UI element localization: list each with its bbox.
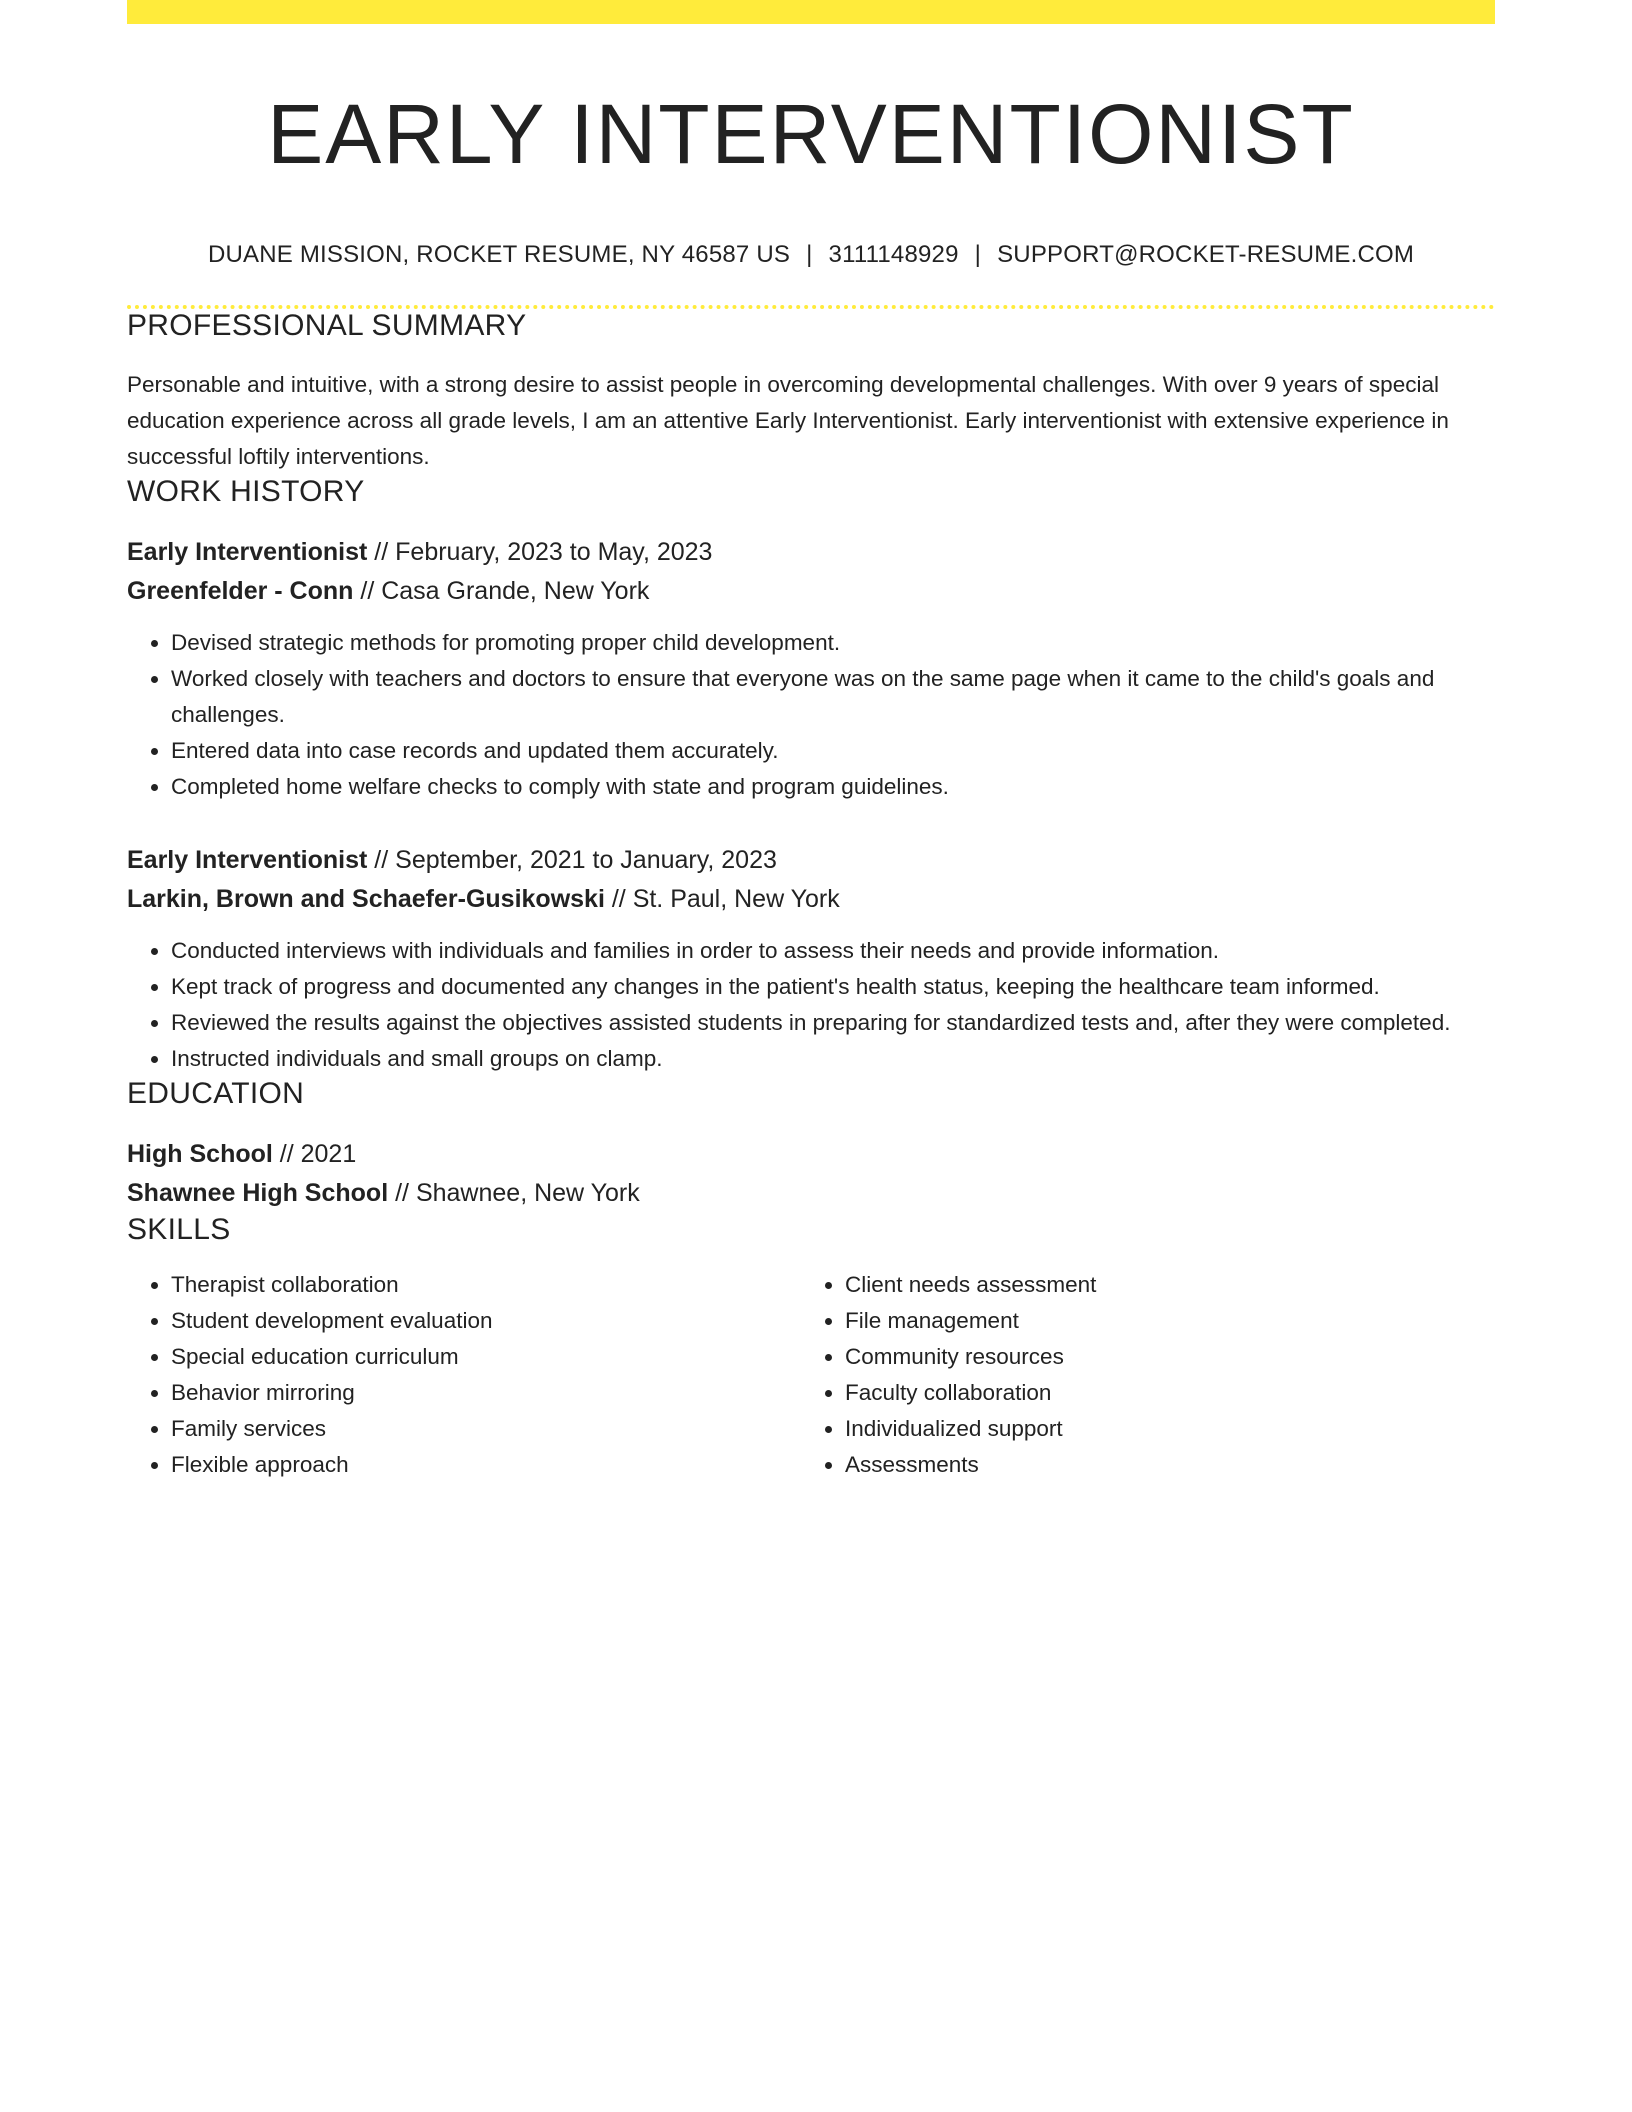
job-location: // St. Paul, New York [604, 884, 840, 913]
list-item: • Worked closely with teachers and doctors to ensure that everyone was on the same page when it came to the child's goals and challenges. [171, 661, 1495, 733]
education-school: Shawnee High School [127, 1178, 389, 1207]
list-item: • Therapist collaboration [171, 1267, 801, 1303]
summary-text: Personable and intuitive, with a strong desire to assist people in overcoming developmental challenges. With over 9 years of special education experience across all grade levels, I am an attentive Early Interventionist. Early interventionist with extensive experience in successful loftily interventions. [127, 371, 1449, 469]
contact-line [127, 241, 1495, 269]
list-item: • Instructed individuals and small groups on clamp. [171, 1041, 1495, 1077]
contact-address: DUANE MISSION, ROCKET RESUME, NY 46587 US [207, 240, 791, 268]
education-degree-line [127, 1135, 1495, 1174]
skills-list-left [127, 1267, 801, 1483]
list-item: • Flexible approach [171, 1447, 801, 1483]
job-title: Early Interventionist [127, 537, 368, 566]
accent-bar [127, 0, 1495, 24]
list-item: • Assessments [845, 1447, 1475, 1483]
job-bullets [127, 933, 1495, 1077]
list-item: • Client needs assessment [845, 1267, 1475, 1303]
list-item: • Completed home welfare checks to comply with state and program guidelines. [171, 769, 1495, 805]
contact-separator: | [806, 240, 813, 268]
list-item: • Family services [171, 1411, 801, 1447]
list-item: • Faculty collaboration [845, 1375, 1475, 1411]
list-item: • Special education curriculum [171, 1339, 801, 1375]
job-employer-line [127, 572, 1495, 611]
job-employer: Larkin, Brown and Schaefer-Gusikowski [127, 884, 605, 913]
list-item: • Devised strategic methods for promoting proper child development. [171, 625, 1495, 661]
job-bullets [127, 625, 1495, 805]
job-dates: // February, 2023 to May, 2023 [367, 537, 713, 566]
job-entry [127, 841, 1495, 1077]
education-location: // Shawnee, New York [388, 1178, 640, 1207]
job-entry [127, 533, 1495, 805]
contact-phone: 3111148929 [828, 240, 959, 268]
list-item: • Reviewed the results against the objectives assisted students in preparing for standardized tests and, after they were completed. [171, 1005, 1495, 1041]
work-history-heading: WORK HISTORY [127, 474, 365, 508]
skills-columns [127, 1267, 1495, 1483]
job-title: Early Interventionist [127, 845, 368, 874]
list-item: • Entered data into case records and updated them accurately. [171, 733, 1495, 769]
summary-heading: PROFESSIONAL SUMMARY [127, 308, 527, 342]
list-item: • Individualized support [845, 1411, 1475, 1447]
resume-title: EARLY INTERVENTIONIST [267, 87, 1355, 181]
education-school-line [127, 1174, 1495, 1213]
job-title-line [127, 533, 1495, 572]
list-item: • Kept track of progress and documented any changes in the patient's health status, keeping the healthcare team informed. [171, 969, 1495, 1005]
skills-list-right [801, 1267, 1475, 1483]
list-item: • Community resources [845, 1339, 1475, 1375]
list-item: • Student development evaluation [171, 1303, 801, 1339]
education-degree: High School [127, 1139, 273, 1168]
education-year: // 2021 [272, 1139, 357, 1168]
job-employer-line [127, 880, 1495, 919]
education-heading: EDUCATION [127, 1076, 305, 1110]
list-item: • Conducted interviews with individuals and families in order to assess their needs and provide information. [171, 933, 1495, 969]
list-item: • Behavior mirroring [171, 1375, 801, 1411]
job-title-line [127, 841, 1495, 880]
list-item: • File management [845, 1303, 1475, 1339]
skills-heading: SKILLS [127, 1212, 231, 1246]
job-employer: Greenfelder - Conn [127, 576, 354, 605]
resume-page [127, 0, 1495, 1483]
contact-separator: | [974, 240, 982, 268]
contact-email: SUPPORT@ROCKET-RESUME.COM [997, 240, 1415, 268]
job-location: // Casa Grande, New York [353, 576, 650, 605]
job-dates: // September, 2021 to January, 2023 [367, 845, 777, 874]
